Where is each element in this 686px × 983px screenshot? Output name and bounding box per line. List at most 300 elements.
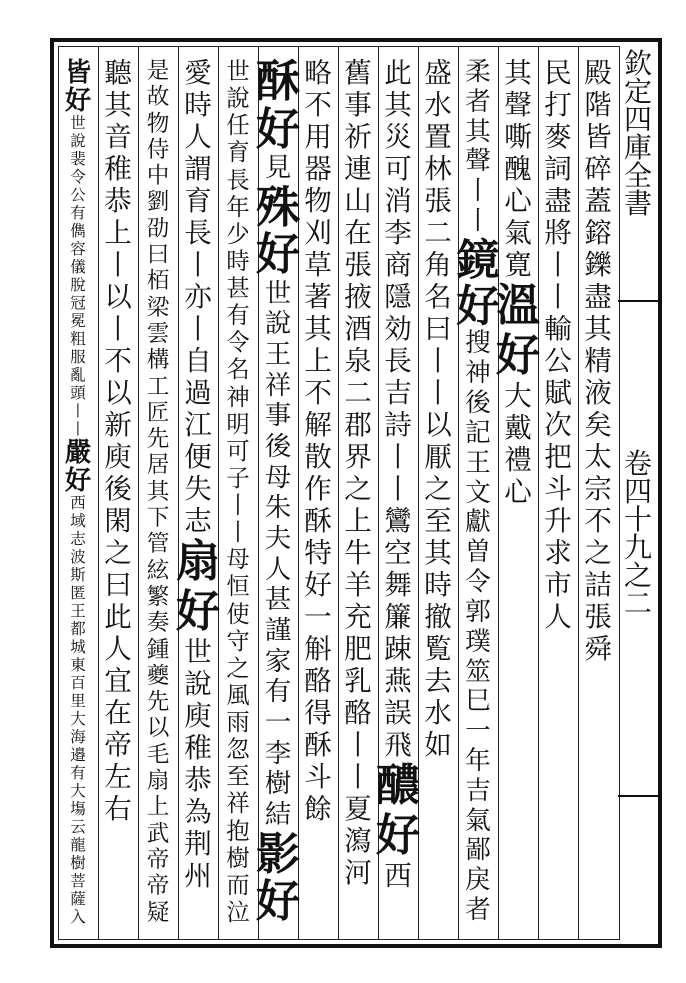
text-glyph: 侍 bbox=[146, 136, 170, 163]
text-glyph: 稚 bbox=[184, 732, 212, 765]
text-glyph: 至 bbox=[226, 763, 250, 791]
text-glyph: 丨 bbox=[184, 249, 212, 281]
text-glyph: 搜 bbox=[465, 328, 491, 359]
text-glyph: 樹 bbox=[226, 844, 250, 872]
text-glyph: 大 bbox=[504, 380, 532, 413]
text-glyph: 斗 bbox=[544, 473, 572, 505]
text-glyph: 寛 bbox=[504, 249, 532, 281]
text-glyph: 丨 bbox=[384, 473, 412, 505]
text-glyph: 矣 bbox=[584, 409, 612, 441]
text-glyph: 丨 bbox=[344, 729, 372, 761]
text-glyph: 構 bbox=[146, 347, 170, 374]
text-glyph: 年 bbox=[465, 746, 491, 776]
text-glyph: 舜 bbox=[584, 633, 612, 665]
text-glyph: 其 bbox=[104, 89, 132, 121]
text-glyph: 置 bbox=[424, 121, 452, 153]
text-glyph: 可 bbox=[226, 437, 250, 465]
text-glyph: 在 bbox=[344, 217, 372, 249]
text-column bbox=[216, 60, 260, 928]
text-glyph: 斛 bbox=[304, 633, 332, 665]
text-glyph: 酥 bbox=[304, 729, 332, 761]
text-glyph: 至 bbox=[424, 505, 452, 537]
text-glyph: 亦 bbox=[184, 281, 212, 313]
text-glyph: 雨 bbox=[226, 709, 250, 736]
text-glyph: 服 bbox=[70, 347, 86, 366]
text-glyph: 連 bbox=[344, 153, 372, 185]
text-glyph: 母 bbox=[264, 462, 292, 493]
text-glyph: 有 bbox=[264, 677, 292, 708]
text-glyph: 公 bbox=[544, 345, 572, 377]
text-glyph: 戴 bbox=[504, 412, 532, 445]
text-glyph: 亂 bbox=[70, 365, 86, 384]
text-glyph: 宜 bbox=[104, 665, 132, 697]
text-glyph: 城 bbox=[70, 637, 86, 656]
text-glyph: 角 bbox=[424, 249, 452, 281]
headword-glyph: 影 bbox=[256, 828, 300, 880]
text-glyph: 記 bbox=[465, 417, 491, 448]
text-glyph: 丨 bbox=[344, 761, 372, 793]
text-glyph: 李 bbox=[264, 738, 292, 769]
text-glyph: 母 bbox=[226, 546, 250, 574]
text-glyph: 故 bbox=[146, 84, 170, 111]
text-glyph: 曰 bbox=[424, 313, 452, 345]
text-glyph: 皆 bbox=[584, 121, 612, 153]
text-glyph: 時 bbox=[226, 247, 250, 275]
text-glyph: 先 bbox=[146, 689, 170, 716]
text-glyph: 粗 bbox=[70, 329, 86, 348]
text-glyph: 朱 bbox=[264, 493, 292, 524]
text-glyph: 上 bbox=[344, 505, 372, 537]
text-glyph: 育 bbox=[226, 139, 250, 167]
text-glyph: 詩 bbox=[384, 409, 412, 441]
text-glyph: 以 bbox=[104, 281, 132, 313]
text-glyph: 麥 bbox=[544, 121, 572, 153]
text-glyph: 略 bbox=[304, 57, 332, 89]
text-glyph: 禮 bbox=[504, 444, 532, 477]
headword-glyph: 好 bbox=[456, 281, 500, 333]
text-glyph: 丨 bbox=[544, 249, 572, 281]
text-glyph: 樹 bbox=[264, 769, 292, 800]
text-glyph: 飛 bbox=[384, 729, 412, 761]
text-glyph: 鸞 bbox=[384, 505, 412, 537]
text-glyph: 上 bbox=[146, 794, 170, 821]
headword-glyph: 酥 bbox=[256, 56, 300, 107]
text-glyph: 之 bbox=[344, 473, 372, 505]
text-glyph: 璞 bbox=[465, 626, 491, 657]
text-glyph: 世 bbox=[264, 278, 292, 309]
text-glyph: 丨 bbox=[544, 281, 572, 313]
text-glyph: 上 bbox=[304, 345, 332, 377]
fish-tail-mark bbox=[618, 300, 658, 302]
text-glyph: 夔 bbox=[146, 662, 170, 689]
text-glyph: 夫 bbox=[264, 524, 292, 555]
headword-glyph: 好 bbox=[376, 809, 420, 861]
text-glyph: 効 bbox=[384, 313, 412, 345]
text-glyph: 其 bbox=[465, 116, 491, 147]
text-glyph: 斗 bbox=[304, 761, 332, 793]
text-glyph: 李 bbox=[384, 217, 412, 249]
text-glyph: 消 bbox=[384, 185, 412, 217]
text-glyph: 舊 bbox=[344, 57, 372, 89]
text-glyph: 泣 bbox=[226, 898, 250, 926]
text-glyph: 殿 bbox=[584, 57, 612, 89]
text-glyph: 龍 bbox=[70, 835, 86, 854]
title-glyph: 四 bbox=[623, 103, 652, 136]
text-glyph: 把 bbox=[544, 441, 572, 473]
text-column bbox=[96, 57, 140, 828]
text-glyph: 說 bbox=[264, 309, 292, 340]
text-column bbox=[296, 57, 340, 828]
text-glyph: 武 bbox=[146, 820, 170, 847]
headword-glyph: 扇 bbox=[176, 536, 220, 587]
volume-glyph: 之 bbox=[623, 559, 652, 592]
text-glyph: 匠 bbox=[146, 399, 170, 426]
headword-glyph: 醲 bbox=[376, 760, 420, 811]
text-glyph: 梁 bbox=[146, 294, 170, 321]
text-glyph: 王 bbox=[264, 340, 292, 371]
text-glyph: 使 bbox=[226, 600, 250, 628]
text-glyph: 說 bbox=[184, 668, 212, 701]
text-glyph: 結 bbox=[264, 799, 292, 830]
text-glyph: 特 bbox=[304, 537, 332, 569]
text-glyph: 蓋 bbox=[584, 185, 612, 217]
text-glyph: 聽 bbox=[104, 57, 132, 89]
text-glyph: 帝 bbox=[146, 873, 170, 900]
text-glyph: 盛 bbox=[424, 57, 452, 89]
text-glyph: 儀 bbox=[70, 257, 86, 276]
text-glyph: 令 bbox=[226, 329, 250, 357]
text-glyph: 長 bbox=[226, 166, 250, 194]
text-glyph: 醜 bbox=[504, 153, 532, 185]
text-glyph: 商 bbox=[384, 249, 412, 281]
text-column bbox=[256, 56, 300, 928]
text-column bbox=[136, 60, 180, 928]
volume-glyph: 四 bbox=[623, 475, 652, 508]
text-glyph: 誤 bbox=[384, 697, 412, 729]
text-glyph: 林 bbox=[424, 153, 452, 185]
text-glyph: 過 bbox=[184, 377, 212, 409]
text-glyph: 詰 bbox=[584, 569, 612, 601]
text-glyph: 謹 bbox=[264, 616, 292, 646]
text-glyph: 東 bbox=[70, 655, 86, 674]
text-glyph: 而 bbox=[226, 871, 250, 899]
text-glyph: 大 bbox=[70, 709, 86, 728]
text-glyph: 便 bbox=[184, 441, 212, 473]
text-glyph: 物 bbox=[146, 110, 170, 137]
text-glyph: 不 bbox=[104, 345, 132, 377]
text-glyph: 長 bbox=[384, 345, 412, 377]
text-glyph: 其 bbox=[304, 313, 332, 345]
volume-glyph: 十 bbox=[623, 503, 652, 536]
text-glyph: 丨 bbox=[104, 249, 132, 281]
title-glyph: 定 bbox=[623, 75, 652, 108]
margin-column bbox=[618, 40, 658, 940]
text-glyph: 是 bbox=[146, 58, 170, 84]
text-glyph: 牛 bbox=[344, 537, 372, 569]
text-glyph: 劭 bbox=[146, 215, 170, 242]
text-glyph: 劉 bbox=[146, 189, 170, 216]
text-glyph: 以 bbox=[104, 377, 132, 409]
text-glyph: 氣 bbox=[504, 217, 532, 249]
text-glyph: 山 bbox=[344, 185, 372, 217]
text-glyph: 盡 bbox=[584, 281, 612, 313]
headword-glyph: 好 bbox=[64, 464, 92, 496]
text-glyph: 求 bbox=[544, 537, 572, 569]
text-glyph: 上 bbox=[104, 217, 132, 249]
text-glyph: 去 bbox=[424, 665, 452, 697]
text-glyph: 張 bbox=[584, 601, 612, 633]
text-glyph: 燕 bbox=[384, 665, 412, 697]
text-glyph: 風 bbox=[226, 681, 250, 709]
text-glyph: 自 bbox=[184, 345, 212, 377]
headword-glyph: 嚴 bbox=[64, 436, 92, 468]
text-glyph: 鑠 bbox=[584, 249, 612, 281]
text-glyph: 撤 bbox=[424, 601, 452, 633]
text-glyph: 器 bbox=[304, 153, 332, 185]
text-glyph: 菩 bbox=[70, 871, 86, 890]
text-glyph: 令 bbox=[465, 567, 491, 598]
title-glyph: 庫 bbox=[623, 131, 652, 164]
text-glyph: 少 bbox=[226, 220, 250, 248]
text-glyph: 不 bbox=[304, 377, 332, 409]
text-glyph: 里 bbox=[70, 691, 86, 710]
text-glyph: 心 bbox=[504, 476, 532, 509]
text-glyph: 羊 bbox=[344, 569, 372, 601]
text-glyph: 掖 bbox=[344, 281, 372, 313]
text-glyph: 年 bbox=[226, 193, 250, 221]
text-glyph: 氣 bbox=[465, 805, 491, 836]
text-glyph: 名 bbox=[424, 281, 452, 313]
title-glyph: 全 bbox=[623, 159, 652, 192]
text-column bbox=[336, 57, 380, 892]
text-glyph: 西 bbox=[70, 493, 86, 512]
title-glyph: 書 bbox=[623, 187, 652, 220]
text-glyph: 其 bbox=[424, 537, 452, 569]
text-glyph: 匿 bbox=[70, 583, 86, 602]
text-glyph: 災 bbox=[384, 121, 412, 153]
text-glyph: 物 bbox=[304, 185, 332, 217]
text-glyph: 獻 bbox=[465, 507, 491, 538]
text-glyph: 丨 bbox=[226, 492, 250, 519]
text-glyph: 音 bbox=[104, 121, 132, 153]
text-glyph: 用 bbox=[304, 121, 332, 153]
text-glyph: 時 bbox=[184, 89, 212, 121]
text-glyph: 丨 bbox=[424, 345, 452, 377]
text-glyph: 次 bbox=[544, 409, 572, 441]
text-glyph: 毛 bbox=[146, 741, 170, 768]
text-glyph: 瀉 bbox=[344, 825, 372, 857]
text-glyph: 見 bbox=[264, 153, 292, 184]
text-glyph: 將 bbox=[544, 217, 572, 249]
text-glyph: 丨 bbox=[384, 441, 412, 473]
text-glyph: 聲 bbox=[465, 146, 491, 177]
text-glyph: 荆 bbox=[184, 828, 212, 861]
text-glyph: 丨 bbox=[465, 176, 491, 207]
text-glyph: 為 bbox=[184, 796, 212, 829]
text-glyph: 二 bbox=[424, 217, 452, 249]
text-glyph: 張 bbox=[344, 249, 372, 281]
text-glyph: 郡 bbox=[344, 409, 372, 441]
text-glyph: 家 bbox=[264, 646, 292, 677]
text-glyph: 事 bbox=[264, 401, 292, 432]
text-glyph: 心 bbox=[504, 185, 532, 217]
text-glyph: 之 bbox=[226, 654, 250, 682]
text-glyph: 覧 bbox=[424, 633, 452, 665]
text-glyph: 祈 bbox=[344, 121, 372, 153]
text-glyph: 丨 bbox=[226, 519, 250, 547]
text-glyph: 聲 bbox=[504, 89, 532, 121]
text-glyph: 二 bbox=[344, 377, 372, 409]
text-glyph: 筮 bbox=[465, 656, 491, 687]
text-glyph: 鍾 bbox=[146, 636, 170, 663]
headword-glyph: 好 bbox=[256, 876, 300, 928]
text-glyph: 閑 bbox=[104, 505, 132, 537]
text-glyph: 散 bbox=[304, 441, 332, 473]
text-glyph: 恒 bbox=[226, 573, 250, 601]
headword-glyph: 好 bbox=[256, 229, 300, 281]
text-column bbox=[536, 57, 580, 636]
text-glyph: 王 bbox=[70, 601, 86, 620]
text-glyph: 如 bbox=[424, 729, 452, 761]
text-glyph: 人 bbox=[544, 601, 572, 633]
text-glyph: 容 bbox=[70, 239, 86, 258]
text-glyph: 宗 bbox=[584, 473, 612, 505]
text-glyph: 明 bbox=[226, 410, 250, 438]
text-glyph: 水 bbox=[424, 697, 452, 729]
text-glyph: 波 bbox=[70, 547, 86, 566]
text-glyph: 戾 bbox=[465, 865, 491, 896]
text-glyph: 庾 bbox=[184, 700, 212, 733]
text-glyph: 其 bbox=[584, 313, 612, 345]
text-glyph: 賦 bbox=[544, 377, 572, 409]
text-glyph: 吉 bbox=[384, 377, 412, 409]
text-glyph: 嘶 bbox=[504, 121, 532, 153]
text-glyph: 公 bbox=[70, 185, 86, 204]
text-glyph: 肥 bbox=[344, 633, 372, 665]
text-glyph: 子 bbox=[226, 464, 250, 492]
text-glyph: 世 bbox=[226, 58, 250, 85]
text-glyph: 失 bbox=[184, 473, 212, 505]
text-glyph: 厭 bbox=[424, 441, 452, 473]
text-glyph: 儁 bbox=[70, 221, 86, 240]
text-glyph: 作 bbox=[304, 473, 332, 505]
text-glyph: 甚 bbox=[264, 585, 292, 616]
text-glyph: 者 bbox=[465, 86, 491, 117]
text-glyph: 水 bbox=[424, 89, 452, 121]
text-glyph: 丨 bbox=[424, 377, 452, 409]
text-glyph: 其 bbox=[384, 89, 412, 121]
text-column bbox=[456, 57, 500, 928]
text-glyph: 栢 bbox=[146, 268, 170, 295]
text-glyph: 入 bbox=[70, 907, 86, 926]
text-glyph: 酪 bbox=[304, 665, 332, 697]
text-glyph: 泉 bbox=[344, 345, 372, 377]
text-glyph: 邉 bbox=[70, 745, 86, 764]
text-glyph: 說 bbox=[226, 85, 250, 113]
text-glyph: 任 bbox=[226, 112, 250, 140]
volume-glyph: 九 bbox=[623, 531, 652, 564]
text-glyph: 絃 bbox=[146, 557, 170, 584]
text-glyph: 得 bbox=[304, 697, 332, 729]
text-glyph: 祥 bbox=[264, 370, 292, 401]
text-glyph: 曰 bbox=[104, 569, 132, 601]
text-glyph: 繁 bbox=[146, 583, 170, 610]
text-glyph: 下 bbox=[146, 505, 170, 532]
text-glyph: 雲 bbox=[146, 320, 170, 347]
text-glyph: 舞 bbox=[384, 569, 412, 601]
text-glyph: 州 bbox=[184, 860, 212, 893]
text-glyph: 之 bbox=[584, 537, 612, 569]
text-glyph: 柔 bbox=[465, 57, 491, 87]
book-title bbox=[618, 47, 658, 220]
text-glyph: 丨 bbox=[465, 206, 491, 237]
text-glyph: 一 bbox=[264, 707, 292, 738]
text-column bbox=[576, 57, 620, 668]
text-glyph: 踈 bbox=[384, 633, 412, 665]
text-glyph: 刈 bbox=[304, 217, 332, 249]
text-glyph: 疑 bbox=[146, 899, 170, 926]
text-glyph: 右 bbox=[104, 793, 132, 825]
text-glyph: 階 bbox=[584, 89, 612, 121]
text-glyph: 之 bbox=[424, 473, 452, 505]
text-glyph: 此 bbox=[104, 601, 132, 633]
text-glyph: 夏 bbox=[344, 793, 372, 825]
text-glyph: 中 bbox=[146, 163, 170, 190]
text-column bbox=[56, 57, 100, 928]
text-glyph: 都 bbox=[70, 619, 86, 638]
text-glyph: 世 bbox=[184, 636, 212, 669]
text-glyph: 稚 bbox=[104, 153, 132, 185]
text-glyph: 丨 bbox=[104, 313, 132, 345]
text-glyph: 其 bbox=[146, 478, 170, 505]
text-glyph: 之 bbox=[104, 537, 132, 569]
text-glyph: 恭 bbox=[184, 764, 212, 797]
text-glyph: 甚 bbox=[226, 275, 250, 302]
text-glyph: 域 bbox=[70, 511, 86, 530]
text-glyph: 張 bbox=[424, 185, 452, 217]
text-glyph: 碎 bbox=[584, 153, 612, 185]
text-column bbox=[176, 57, 220, 895]
text-glyph: 先 bbox=[146, 426, 170, 453]
text-glyph: 冠 bbox=[70, 293, 86, 312]
text-glyph: 曽 bbox=[465, 537, 491, 568]
text-glyph: 愛 bbox=[184, 57, 212, 89]
text-glyph: 此 bbox=[384, 57, 412, 89]
text-glyph: 郭 bbox=[465, 596, 491, 627]
text-glyph: 祥 bbox=[226, 790, 250, 818]
text-glyph: 扇 bbox=[146, 768, 170, 795]
text-glyph: 草 bbox=[304, 249, 332, 281]
text-glyph: 空 bbox=[384, 537, 412, 569]
text-glyph: 打 bbox=[544, 89, 572, 121]
text-glyph: 可 bbox=[384, 153, 412, 185]
text-glyph: 江 bbox=[184, 409, 212, 441]
text-glyph: 斯 bbox=[70, 565, 86, 584]
text-glyph: 志 bbox=[70, 529, 86, 548]
text-glyph: 奏 bbox=[146, 610, 170, 637]
text-glyph: 著 bbox=[304, 281, 332, 313]
text-glyph: 世 bbox=[70, 113, 86, 132]
text-column bbox=[496, 57, 540, 511]
text-glyph: 謂 bbox=[184, 153, 212, 185]
text-glyph: 河 bbox=[344, 857, 372, 889]
text-glyph: 丨 bbox=[184, 313, 212, 345]
text-glyph: 帝 bbox=[146, 846, 170, 873]
text-glyph: 後 bbox=[465, 388, 491, 419]
text-glyph: 管 bbox=[146, 531, 170, 558]
text-glyph: 文 bbox=[465, 477, 491, 508]
text-glyph: 太 bbox=[584, 441, 612, 473]
